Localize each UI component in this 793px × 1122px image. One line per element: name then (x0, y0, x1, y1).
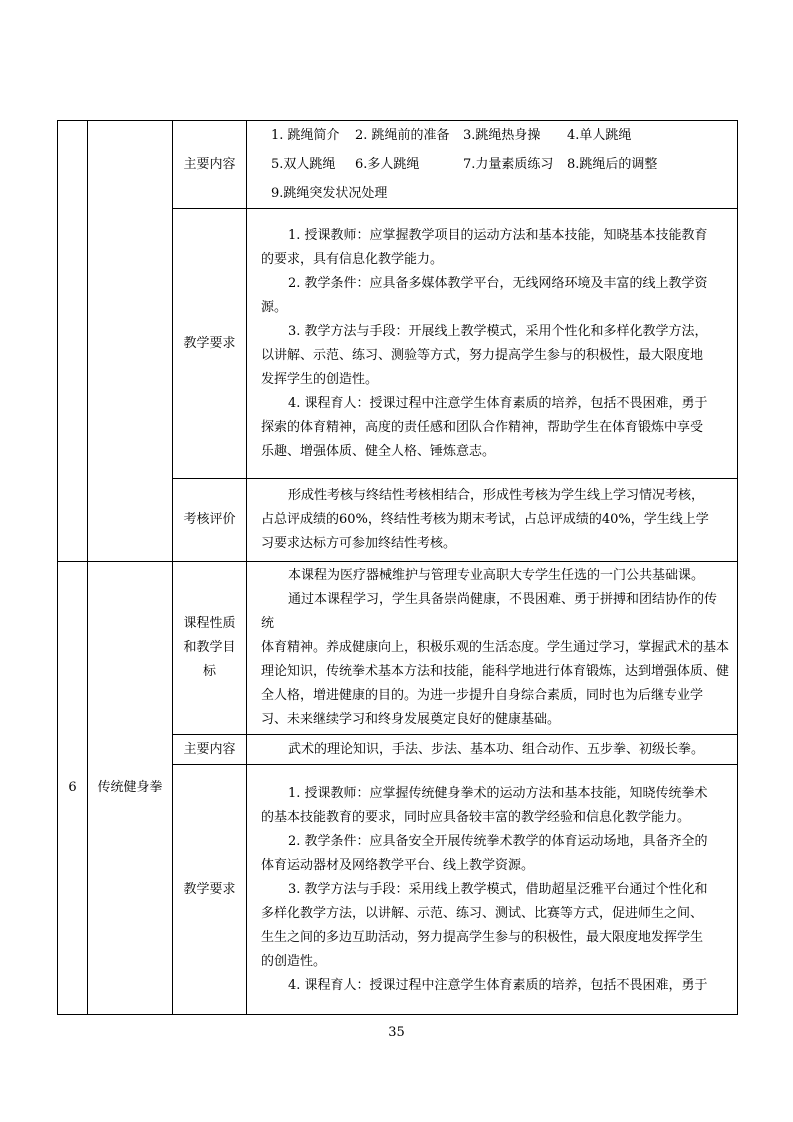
assessment-cell (247, 479, 738, 562)
sequence-number: 6 (58, 562, 88, 1015)
topic-item: 3.跳绳热身操 (463, 128, 541, 143)
main-content-cell (247, 121, 738, 209)
topic-item: 9.跳绳突发状况处理 (271, 186, 388, 201)
teaching-req-cell-6 (247, 765, 738, 1015)
req6-para-4: 4. 课程育人：授课过程中注意学生体育素质的培养，包括不畏困难，勇于 (288, 977, 708, 993)
table-row (58, 562, 738, 735)
course-name: 传统健身拳 (88, 562, 173, 1015)
req6-para-1: 1. 授课教师：应掌握传统健身拳术的运动方法和基本技能，知晓传统拳术 的基本技能教育的要求，同时应具备较丰富的教学经验和信息化教学能力。 (261, 785, 708, 825)
topic-list (247, 121, 737, 179)
req6-para-3: 3. 教学方法与手段：采用线上教学模式，借助超星泛雅平台通过个性化和 多样化教学方法，以讲解、示范、练习、测试、比赛等方式，促进师生之间、 生生之间的多边互助活动，努力提高学生参与的积极性，最大限度地发挥学生 的创造性。 (261, 881, 708, 969)
topic-item: 1. 跳绳简介 (271, 128, 340, 143)
topic-item: 6.多人跳绳 (355, 157, 420, 172)
sequence-cell (58, 121, 88, 562)
req-para-2: 2. 教学条件：应具备多媒体教学平台，无线网络环境及丰富的线上教学资 源。 (261, 275, 708, 315)
topic-item: 8.跳绳后的调整 (567, 157, 658, 172)
topic-item: 7.力量素质练习 (463, 157, 554, 172)
topic-item: 5.双人跳绳 (271, 157, 336, 172)
main-content-text: 武术的理论知识，手法、步法、基本功、组合动作、五步拳、初级长拳。 (288, 741, 705, 757)
table-row (58, 121, 738, 209)
nature-goals-cell (247, 562, 738, 735)
page-number: 35 (388, 1025, 405, 1040)
nature-para-1: 本课程为医疗器械维护与管理专业高职大专学生任选的一门公共基础课。 (288, 568, 705, 583)
topic-item: 4.单人跳绳 (567, 128, 632, 143)
req-para-4: 4. 课程育人：授课过程中注意学生体育素质的培养，包括不畏困难，勇于 探索的体育精神，高度的责任感和团队合作精神，帮助学生在体育锻炼中享受 乐趣、增强体质、健全人格、锤炼意志。 (261, 395, 708, 459)
row-label-teaching-req-6: 教学要求 (173, 765, 247, 1015)
main-content-cell-6 (247, 735, 738, 765)
topic-item: 2. 跳绳前的准备 (355, 128, 450, 143)
curriculum-table (57, 120, 738, 1015)
teaching-req-cell (247, 209, 738, 479)
nature-para-2: 通过本课程学习，学生具备崇尚健康，不畏困难、勇于拼搏和团结协作的传统 体育精神。养成健康向上，积极乐观的生活态度。学生通过学习，掌握武术的基本 理论知识，传统拳术基本方法和技能，能科学地进行体育锻炼，达到增强体质、健 全人格，增进健康的目的。为进一步提升自身综合素质，同时也为后继专业学 习、未来继续学习和终身发展奠定良好的健康基础。 (261, 592, 730, 727)
row-label-teaching-req: 教学要求 (173, 209, 247, 479)
req-para-3: 3. 教学方法与手段：开展线上教学模式，采用个性化和多样化教学方法， 以讲解、示范、练习、测验等方式，努力提高学生参与的积极性，最大限度地 发挥学生的创造性。 (261, 323, 708, 387)
row-label-main-content: 主要内容 (173, 121, 247, 209)
row-label-main-content-6: 主要内容 (173, 735, 247, 765)
assessment-text: 形成性考核与终结性考核相结合，形成性考核为学生线上学习情况考核， 占总评成绩的60%，终结性考核为期末考试，占总评成绩的40%，学生线上学 习要求达标方可参加终结性考核。 (261, 488, 709, 551)
row-label-nature-goals: 课程性质 和教学目 标 (173, 562, 247, 735)
req-para-1: 1. 授课教师：应掌握教学项目的运动方法和基本技能，知晓基本技能教育 的要求，具有信息化教学能力。 (261, 227, 708, 267)
course-name-cell (88, 121, 173, 562)
row-label-assessment: 考核评价 (173, 479, 247, 562)
req6-para-2: 2. 教学条件：应具备安全开展传统拳术教学的体育运动场地，具备齐全的 体育运动器材及网络教学平台、线上教学资源。 (261, 833, 708, 873)
